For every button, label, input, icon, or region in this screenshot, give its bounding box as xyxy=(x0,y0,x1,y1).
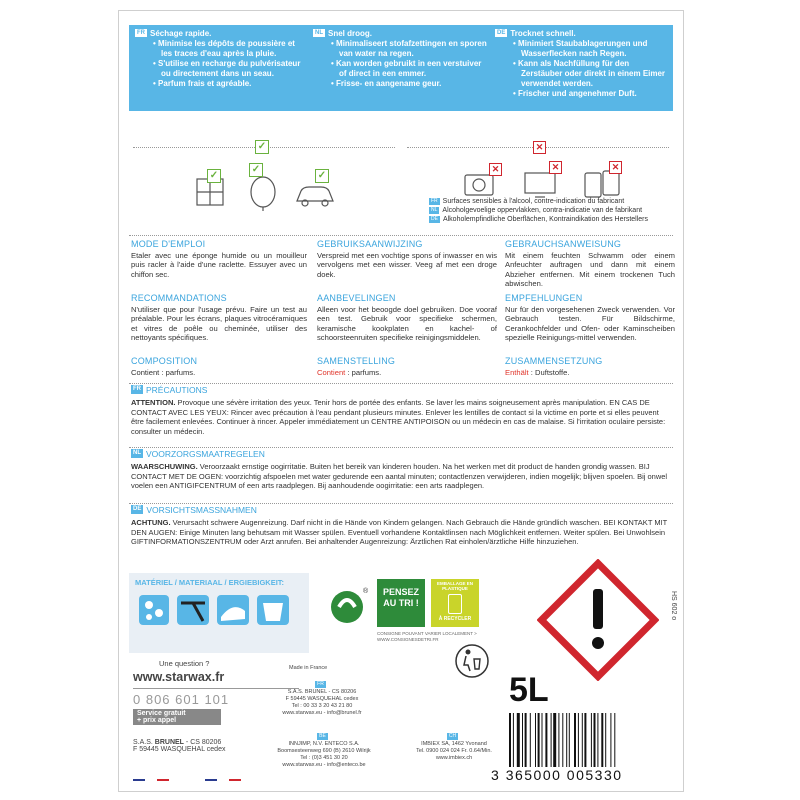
precautions-nl-body: WAARSCHUWING. Veroorzaakt ernstige oogirritatie. Buiten het bereik van kinderen houden. Na het werken met dit product de handen grondig wassen. BIJ CONTACT MET DE OGEN: voorzichtig afspoelen met water gedurende een aantal minuten; contactlenzen verwijderen, indien mogelijk; blijven spoelen. Bij onwel voelen een ANTIGIFCENTRUM of een arts raadplegen. Bij aanhoudende oogirritatie: een arts raadplegen. xyxy=(131,462,668,491)
compo-nl-title: SAMENSTELLING xyxy=(317,356,396,366)
compo-de-body: Enthält : Duftstoffe. xyxy=(505,368,570,377)
camera-icon xyxy=(465,175,493,195)
flag-nl: NL xyxy=(315,30,323,36)
precautions-fr-body: ATTENTION. Provoque une sévère irritation des yeux. Tenir hors de portée des enfants. Se laver les mains soigneusement après manipulation. EN CAS DE CONTACT AVEC LES YEUX: Rincer avec précaution à l'eau pendant plusieurs minutes. Enlever les lentilles de contact si la victime en porte et si elles peuvent être facilement enlevées. Continuer à rincer. Appeler immédiatement un CENTRE ANTIPOISON ou un médecin en cas de malaise. Si l'irritation oculaire persiste: consulter un médecin. xyxy=(131,398,666,436)
company-line: S.A.S. BRUNEL - CS 80206 xyxy=(133,739,222,746)
service-badge: Service gratuit + prix appel xyxy=(133,709,221,725)
mirror-icon xyxy=(251,177,275,211)
mode-de-body: Mit einem feuchten Schwamm oder einem Anfeuchter auftragen und dann mit einem Abzieher entfernen. Mit einem trockenen Tuch abwischen. xyxy=(505,251,675,289)
compo-nl-body: Contient : parfums. xyxy=(317,368,382,377)
check-icon: ✓ xyxy=(207,169,221,183)
hs-code: HS 602 o xyxy=(670,591,677,621)
material-title: MATÉRIEL / MATERIAAL / ERGIEBIGKEIT: xyxy=(135,578,285,587)
cross-icon: ✕ xyxy=(533,141,546,154)
divider xyxy=(129,235,673,236)
barcode-digits: 3 365000 005330 xyxy=(491,767,623,783)
product-label xyxy=(118,10,684,792)
website-link[interactable]: www.starwax.fr xyxy=(133,670,225,684)
material-box xyxy=(129,573,309,653)
precautions-fr-title: FR PRÉCAUTIONS xyxy=(133,385,208,395)
french-flag-stripe-icon xyxy=(205,779,241,781)
address-be: BE INNJIMP, N.V. ENTECO S.A. Boomsesteenweg 690 (B) 2610 Wilrijk Tel : (0)3 451 30 20 www.starwax.eu - info@enteco.be xyxy=(277,733,371,768)
cross-icon: ✕ xyxy=(609,161,622,174)
car-icon xyxy=(297,187,333,206)
mode-fr-body: Etaler avec une éponge humide ou un mouilleur puis racler à l'aide d'une raclette. Essuyer avec un chiffon sec. xyxy=(131,251,307,279)
divider xyxy=(129,503,673,504)
french-flag-stripe-icon xyxy=(133,779,169,781)
tidyman-icon xyxy=(454,643,490,679)
made-in-france: Made in France xyxy=(289,665,328,671)
triman-badge: PENSEZ AU TRI ! xyxy=(377,579,425,627)
warnings-list: FR Surfaces sensibles à l'alcool, contre-indication du fabricant NL Alcoholgevoelige oppervlakken, contra-indicatie van de fabrikant DE Alkoholempfindliche Oberflächen, Kontraindikation des Herstellers xyxy=(431,197,649,223)
cloth-icon xyxy=(217,595,249,625)
barcode-icon xyxy=(507,713,657,769)
cross-icon: ✕ xyxy=(549,161,562,174)
benefits-de: DE Trocknet schnell. • Minimiert Staubablagerungen und Wasserflecken nach Regen. • Kann als Nachfüllung für den Zerstäuber oder direkt in einem Eimer verwendet werden. • Frischer und angenehmer Duft. xyxy=(497,29,666,98)
reco-nl-body: Alleen voor het beoogde doel gebruiken. Doe vooraf een test. Gebruik voor specifieke schermen, keramische kookplaten en kachel- of schoorsteenruiten specifieke reinigingsmiddelen. xyxy=(317,305,497,343)
reco-de-body: Nur für den vorgesehenen Zweck verwenden. Vor Gebrauch testen. Für Bildschirme, Cerankochfelder und Ofen- oder Kaminscheiben spezielle Reinigungs-mittel verwenden. xyxy=(505,305,675,343)
mode-nl-body: Verspreid met een vochtige spons of inwasser en wis vervolgens met een wisser. Veeg af met een droge doek. xyxy=(317,251,497,279)
divider xyxy=(129,383,673,384)
reco-fr-title: RECOMMANDATIONS xyxy=(131,293,227,303)
check-icon: ✓ xyxy=(255,140,269,154)
volume: 5L xyxy=(509,671,549,709)
benefits-nl: NL Snel droog. • Minimaliseert stofafzettingen en sporen van water na regen. • Kan worden gebruikt in een verstuiver of direct in een emmer. • Frisse- en aangename geur. xyxy=(315,29,487,88)
company-address: F 59445 WASQUEHAL cedex xyxy=(133,746,226,753)
devices-icon xyxy=(585,171,619,197)
mode-nl-title: GEBRUIKSAANWIJZING xyxy=(317,239,423,249)
squeegee-icon xyxy=(177,595,209,625)
flag-fr: FR xyxy=(137,30,145,36)
plastic-recycle-badge: EMBALLAGE EN PLASTIQUE À RECYCLER xyxy=(431,579,479,627)
address-ch: CH IMBIEX SA, 1462 Yvonand Tel. 0900 024 024 Fr. 0.64/Min. www.imbiex.ch xyxy=(416,733,492,761)
flag-de: DE xyxy=(497,30,506,36)
sponge-icon xyxy=(139,595,169,625)
mode-de-title: GEBRAUCHSANWEISUNG xyxy=(505,239,622,249)
check-icon: ✓ xyxy=(315,169,329,183)
bucket-icon xyxy=(257,595,289,625)
cross-icon: ✕ xyxy=(489,163,502,176)
precautions-de-body: ACHTUNG. Verursacht schwere Augenreizung. Darf nicht in die Hände von Kindern gelangen. Nach Gebrauch die Hände gründlich waschen. BEI KONTAKT MIT DEN AUGEN: Einige Minuten lang behutsam mit Wasser spülen. Eventuell vorhandene Kontaktlinsen nach Möglichkeit entfernen. Weiter spülen. Bei Unwohlsein GIFTINFORMATIONSZENTRUM oder Arzt anrufen. Bei anhaltender Augenreizung: Ärztlichen Rat einholen/ärztliche Hilfe hinzuziehen. xyxy=(131,518,668,547)
benefits-band xyxy=(129,25,673,111)
compo-fr-title: COMPOSITION xyxy=(131,356,198,366)
sorting-note: CONSIGNE POUVANT VARIER LOCALEMENT > WWW.CONSIGNESDETRI.FR xyxy=(377,631,477,642)
reco-nl-title: AANBEVELINGEN xyxy=(317,293,396,303)
phone-number[interactable]: 0 806 601 101 xyxy=(133,692,230,707)
tv-icon xyxy=(525,173,555,197)
mode-fr-title: MODE D'EMPLOI xyxy=(131,239,206,249)
benefits-fr: FR Séchage rapide. • Minimise les dépôts de poussière et les traces d'eau après la pluie. • S'utilise en recharge du pulvérisateur ou directement dans un seau. • Parfum frais et agréable. xyxy=(137,29,301,88)
question-text: Une question ? xyxy=(159,659,210,668)
divider xyxy=(129,447,673,448)
precautions-de-title: DE VORSICHTSMASSNAHMEN xyxy=(133,505,257,515)
address-fr: FR S.A.S. BRUNEL - CS 80206 F 59445 WASQUEHAL cedex Tel : 00 33 3 20 43 21 80 www.starwax.eu - info@brunel.fr xyxy=(282,681,362,716)
precautions-nl-title: NL VOORZORGSMAATREGELEN xyxy=(133,449,265,459)
green-dot-icon xyxy=(329,583,369,627)
material-icons xyxy=(135,591,305,631)
reco-fr-body: N'utiliser que pour l'usage prévu. Faire un test au préalable. Pour les écrans, plaques vitrocéramiques et vitres de poêle ou cheminée, utiliser des nettoyants spécifiques. xyxy=(131,305,307,343)
compo-fr-body: Contient : parfums. xyxy=(131,368,196,377)
compo-de-title: ZUSAMMENSETZUNG xyxy=(505,356,603,366)
check-icon: ✓ xyxy=(249,163,263,177)
bottle-icon xyxy=(448,594,462,614)
svg-text:®: ® xyxy=(363,588,369,595)
reco-de-title: EMPFEHLUNGEN xyxy=(505,293,583,303)
hazard-exclamation-icon xyxy=(537,559,659,681)
